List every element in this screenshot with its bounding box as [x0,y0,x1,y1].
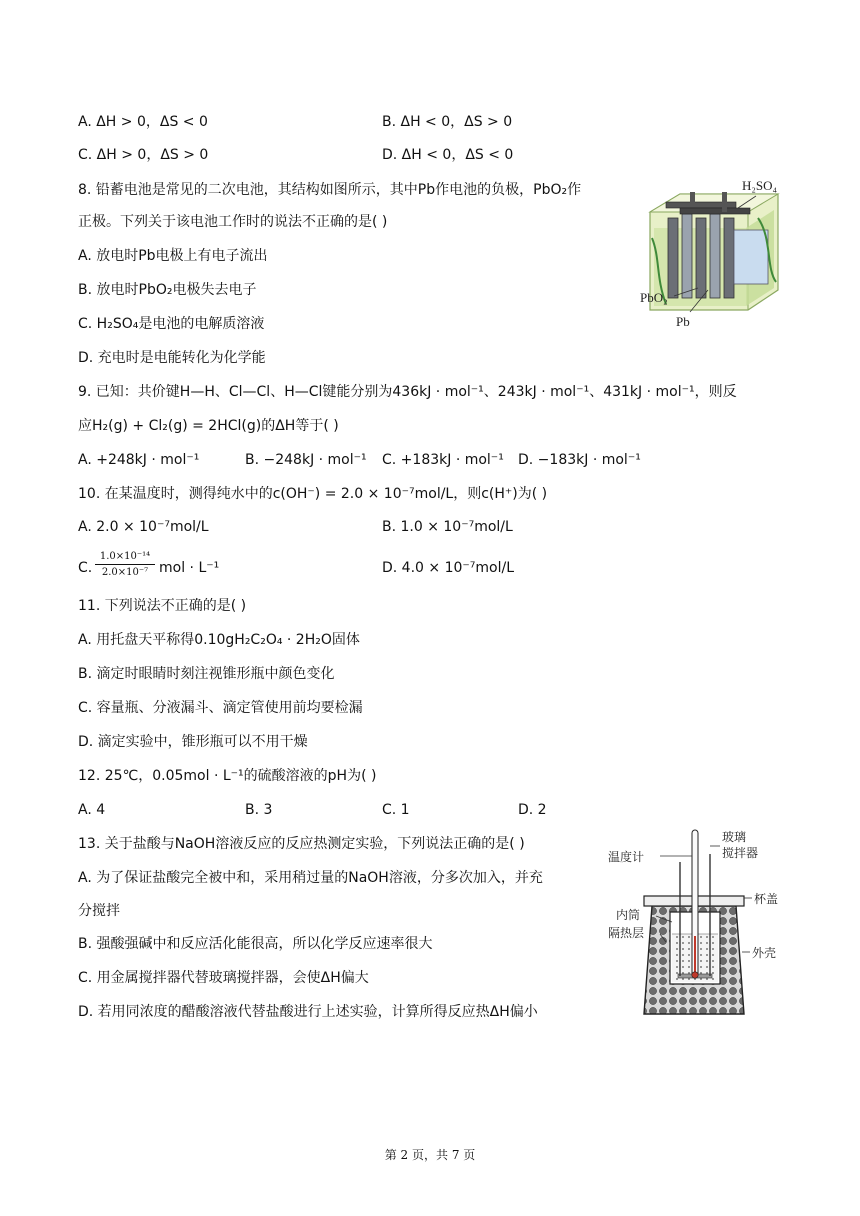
q13-option-a-line1: A. 为了保证盐酸完全被中和，采用稍过量的NaOH溶液，分多次加入，并充 [78,870,543,886]
q7-option-b: B. ΔH < 0，ΔS > 0 [382,114,513,130]
fraction-numerator: 1.0×10⁻¹⁴ [99,551,151,562]
fraction-denominator: 2.0×10⁻⁷ [101,567,149,578]
q13-option-c: C. 用金属搅拌器代替玻璃搅拌器，会使ΔH偏大 [78,970,369,986]
q7-option-a: A. ΔH > 0，ΔS < 0 [78,114,208,130]
q13-option-a-line2: 分搅拌 [78,903,120,919]
q7-option-c: C. ΔH > 0，ΔS > 0 [78,147,209,163]
q12-stem: 12. 25℃，0.05mol · L⁻¹的硫酸溶液的pH为( ) [78,768,377,784]
label-h2so4: H₂SO₄ [742,178,778,193]
q11-option-b: B. 滴定时眼睛时刻注视锥形瓶中颜色变化 [78,666,335,682]
q11-option-c: C. 容量瓶、分液漏斗、滴定管使用前均要检漏 [78,700,363,716]
q9-option-c: C. +183kJ · mol⁻¹ [382,452,504,468]
q8-stem-line1: 8. 铅蓄电池是常见的二次电池，其结构如图所示，其中Pb作电池的负极，PbO₂作 [78,182,582,198]
q10-option-a: A. 2.0 × 10⁻⁷mol/L [78,519,209,535]
calorimeter-figure [608,826,788,1026]
q12-option-d: D. 2 [518,802,547,818]
label-insulation-layer: 隔热层 [608,926,645,940]
q13-option-d: D. 若用同浓度的醋酸溶液代替盐酸进行上述实验，计算所得反应热ΔH偏小 [78,1004,538,1020]
label-thermometer: 温度计 [608,850,645,864]
label-lid: 杯盖 [754,892,779,906]
q9-stem-line1: 9. 已知：共价键H—H、Cl—Cl、H—Cl键能分别为436kJ · mol⁻¹、243kJ · mol⁻¹、431kJ · mol⁻¹，则反 [78,384,737,400]
fraction-bar [95,564,155,565]
label-pbo2: PbO₂ [640,290,668,305]
q13-stem: 13. 关于盐酸与NaOH溶液反应的反应热测定实验，下列说法正确的是( ) [78,836,525,852]
q9-option-b: B. −248kJ · mol⁻¹ [245,452,367,468]
q13-option-b: B. 强酸强碱中和反应活化能很高，所以化学反应速率很大 [78,936,433,952]
q8-stem-line2: 正极。下列关于该电池工作时的说法不正确的是( ) [78,214,388,230]
q11-option-a: A. 用托盘天平称得0.10gH₂C₂O₄ · 2H₂O固体 [78,632,360,648]
q9-stem-line2: 应H₂(g) + Cl₂(g) = 2HCl(g)的ΔH等于( ) [78,418,339,434]
q12-option-c: C. 1 [382,802,410,818]
q7-option-d: D. ΔH < 0，ΔS < 0 [382,147,514,163]
q11-option-d: D. 滴定实验中，锥形瓶可以不用干燥 [78,734,308,750]
q10-option-c-fraction [95,550,155,579]
q8-option-c: C. H₂SO₄是电池的电解质溶液 [78,316,265,332]
q10-option-c-prefix: C. [78,560,93,576]
label-glass-stirrer-2: 搅拌器 [722,846,759,860]
q10-option-d: D. 4.0 × 10⁻⁷mol/L [382,560,515,576]
q12-option-a: A. 4 [78,802,106,818]
q11-stem: 11. 下列说法不正确的是( ) [78,598,247,614]
label-outer-shell: 外壳 [752,946,777,960]
q8-option-a: A. 放电时Pb电极上有电子流出 [78,248,268,264]
q10-option-c-unit: mol · L⁻¹ [159,560,220,576]
q12-option-b: B. 3 [245,802,273,818]
q9-option-a: A. +248kJ · mol⁻¹ [78,452,200,468]
q8-option-b: B. 放电时PbO₂电极失去电子 [78,282,257,298]
label-pb: Pb [676,314,690,329]
q8-option-d: D. 充电时是电能转化为化学能 [78,350,266,366]
q10-stem: 10. 在某温度时，测得纯水中的c(OH⁻) = 2.0 × 10⁻⁷mol/L，则c(H⁺)为( ) [78,486,548,502]
label-glass-stirrer-1: 玻璃 [722,830,747,844]
q9-option-d: D. −183kJ · mol⁻¹ [518,452,641,468]
q10-option-b: B. 1.0 × 10⁻⁷mol/L [382,519,513,535]
page-footer: 第 2 页，共 7 页 [384,1148,476,1162]
label-inner-cylinder: 内筒 [616,908,641,922]
lead-acid-battery-figure [638,178,788,334]
battery-illustration [638,178,788,334]
